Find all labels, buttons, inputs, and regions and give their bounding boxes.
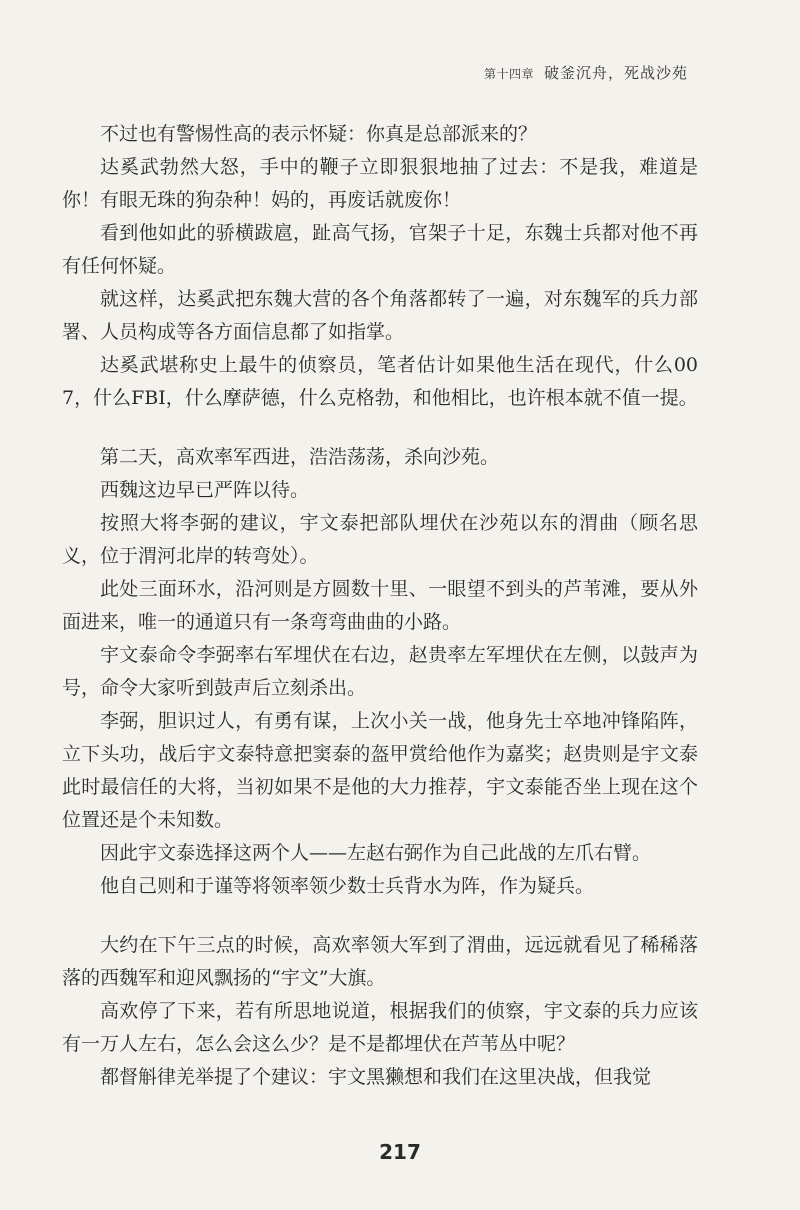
section-break — [62, 415, 698, 441]
section-3 — [62, 929, 698, 1094]
paragraph: 李弼，胆识过人，有勇有谋，上次小关一战，他身先士卒地冲锋陷阵，立下头功，战后宇文泰特意把窦泰的盔甲赏给他作为嘉奖；赵贵则是宇文泰此时最信任的大将，当初如果不是他的大力推荐，宇文泰能否坐上现在这个位置还是个未知数。 — [62, 710, 698, 831]
paragraph: 宇文泰命令李弼率右军埋伏在右边，赵贵率左军埋伏在左侧，以鼓声为号，命令大家听到鼓声后立刻杀出。 — [62, 644, 698, 699]
paragraph: 此处三面环水，沿河则是方圆数十里、一眼望不到头的芦苇滩，要从外面进来，唯一的通道只有一条弯弯曲曲的小路。 — [62, 578, 698, 633]
paragraph: 按照大将李弼的建议，宇文泰把部队埋伏在沙苑以东的渭曲（顾名思义，位于渭河北岸的转弯处）。 — [62, 512, 698, 567]
paragraph: 他自己则和于谨等将领率领少数士兵背水为阵，作为疑兵。 — [100, 875, 595, 897]
page-number: 217 — [379, 1140, 421, 1164]
chapter-title: 破釜沉舟，死战沙苑 — [543, 64, 688, 82]
section-1 — [62, 118, 698, 415]
paragraph: 都督斛律羌举提了个建议：宇文黑獭想和我们在这里决战，但我觉 — [100, 1066, 652, 1088]
paragraph: 就这样，达奚武把东魏大营的各个角落都转了一遍，对东魏军的兵力部署、人员构成等各方面信息都了如指掌。 — [62, 288, 698, 343]
paragraph: 因此宇文泰选择这两个人——左赵右弼作为自己此战的左爪右臂。 — [100, 842, 652, 864]
section-break — [62, 903, 698, 929]
paragraph: 不过也有警惕性高的表示怀疑：你真是总部派来的？ — [100, 123, 538, 145]
paragraph: 第二天，高欢率军西进，浩浩荡荡，杀向沙苑。 — [100, 446, 500, 468]
paragraph: 大约在下午三点的时候，高欢率领大军到了渭曲，远远就看见了稀稀落落的西魏军和迎风飘扬的“宇文”大旗。 — [62, 934, 698, 989]
page-body — [62, 118, 698, 1094]
paragraph: 达奚武勃然大怒，手中的鞭子立即狠狠地抽了过去：不是我，难道是你！有眼无珠的狗杂种！妈的，再废话就废你！ — [62, 156, 698, 211]
chapter-label: 第十四章 — [483, 67, 534, 81]
running-header — [484, 62, 688, 83]
paragraph: 西魏这边早已严阵以待。 — [100, 479, 310, 501]
paragraph: 高欢停了下来，若有所思地说道，根据我们的侦察，宇文泰的兵力应该有一万人左右，怎么会这么少？是不是都埋伏在芦苇丛中呢？ — [62, 1000, 698, 1055]
section-2 — [62, 441, 698, 903]
paragraph: 达奚武堪称史上最牛的侦察员，笔者估计如果他生活在现代，什么007，什么FBI，什么摩萨德，什么克格勃，和他相比，也许根本就不值一提。 — [62, 354, 698, 409]
paragraph: 看到他如此的骄横跋扈，趾高气扬，官架子十足，东魏士兵都对他不再有任何怀疑。 — [62, 222, 698, 277]
